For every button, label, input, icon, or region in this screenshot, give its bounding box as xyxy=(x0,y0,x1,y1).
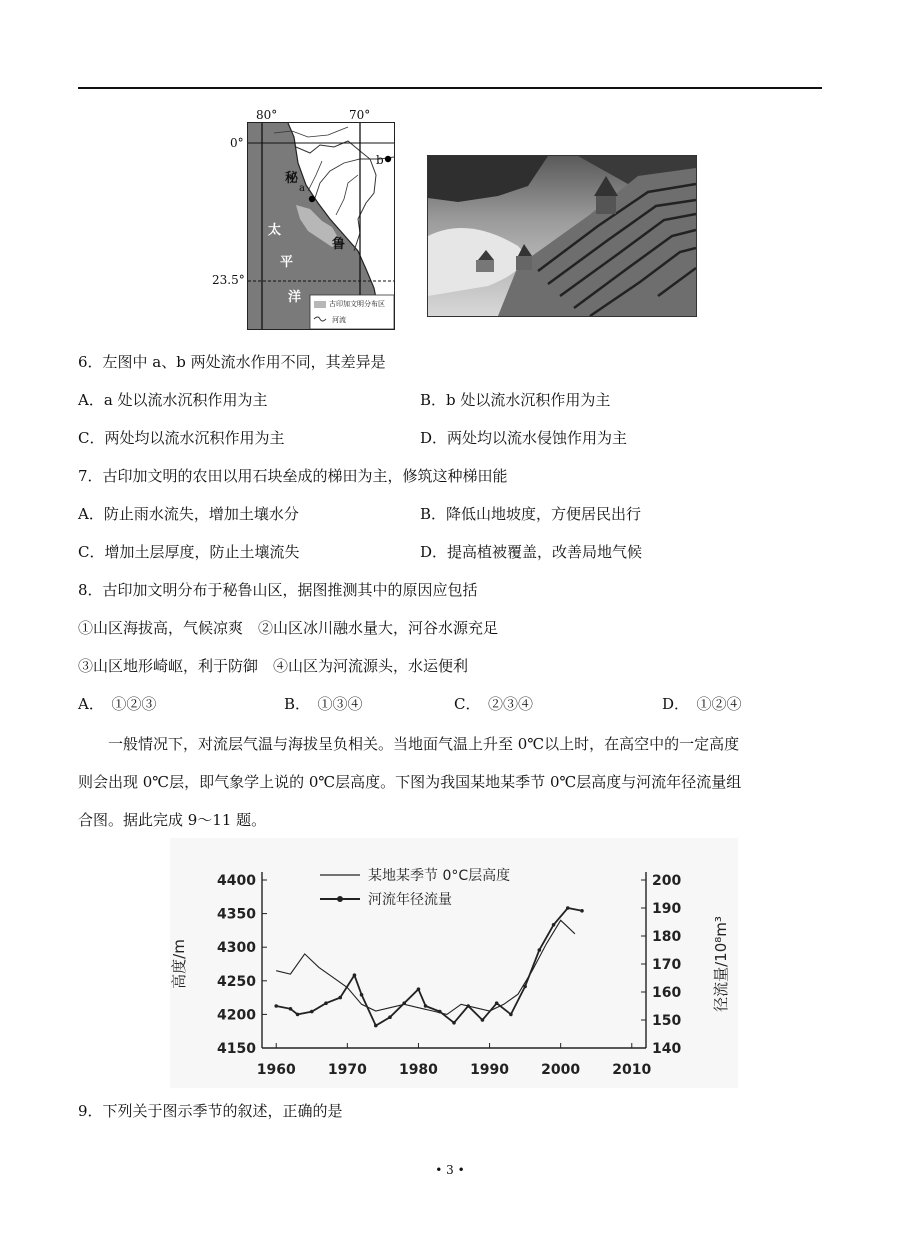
runoff-point xyxy=(374,1024,378,1028)
q8-stem: 8．古印加文明分布于秘鲁山区，据图推测其中的原因应包括 xyxy=(78,581,478,599)
right-tick-label: 150 xyxy=(652,1013,682,1029)
q7-option-c: C．增加土层厚度，防止土壤流失 xyxy=(78,543,300,561)
right-tick-label: 180 xyxy=(652,929,682,945)
lat-0-label: 0° xyxy=(230,136,244,150)
page-number: • 3 • xyxy=(435,1163,465,1177)
map-char-bi: 秘 xyxy=(285,171,299,186)
q8-option-d: D． ①②④ xyxy=(662,695,742,713)
runoff-point xyxy=(338,996,342,1000)
runoff-point xyxy=(402,1001,406,1005)
terrace-photo-drawing xyxy=(428,156,696,316)
runoff-point xyxy=(481,1018,485,1022)
q6-stem: 6．左图中 a、b 两处流水作用不同，其差异是 xyxy=(78,353,386,371)
intro-line-2: 则会出现 0℃层，即气象学上说的 0℃层高度。下图为我国某地某季节 0℃层高度与河流年径流量组 xyxy=(78,773,742,791)
x-tick-label: 1960 xyxy=(256,1062,296,1078)
left-tick-label: 4150 xyxy=(217,1041,256,1057)
x-tick-label: 2010 xyxy=(612,1062,652,1078)
lon-70-label: 70° xyxy=(349,108,371,122)
runoff-point xyxy=(296,1013,300,1017)
intro-line-3: 合图。据此完成 9～11 题。 xyxy=(78,811,267,829)
runoff-point xyxy=(324,1001,328,1005)
runoff-point xyxy=(289,1007,293,1011)
x-tick-label: 1990 xyxy=(470,1062,510,1078)
runoff-point xyxy=(417,987,421,991)
q6-option-d: D．两处均以流水侵蚀作用为主 xyxy=(420,429,628,447)
point-b-marker xyxy=(385,156,391,162)
point-b-label: b xyxy=(376,153,384,167)
left-tick-label: 4300 xyxy=(217,940,256,957)
chart-container xyxy=(170,838,738,1088)
legend-label-height: 某地某季节 0°C层高度 xyxy=(368,868,511,884)
runoff-point xyxy=(353,973,357,977)
map-char-ping: 平 xyxy=(280,255,294,270)
right-tick-label: 140 xyxy=(652,1041,682,1057)
point-a-marker xyxy=(309,196,315,202)
runoff-point xyxy=(538,948,542,952)
runoff-point xyxy=(566,906,570,910)
right-tick-label: 170 xyxy=(652,957,682,973)
map-char-yang: 洋 xyxy=(288,290,302,305)
right-tick-label: 190 xyxy=(652,901,682,917)
q8-statement-1: ①山区海拔高，气候凉爽 ②山区冰川融水量大，河谷水源充足 xyxy=(78,619,499,637)
x-tick-label: 1970 xyxy=(327,1062,367,1078)
legend-river-label: 河流 xyxy=(332,316,346,324)
q8-option-b: B． ①③④ xyxy=(284,695,363,713)
left-tick-label: 4250 xyxy=(217,973,256,990)
q6-option-c: C．两处均以流水沉积作用为主 xyxy=(78,429,285,447)
header-rule xyxy=(78,87,822,89)
runoff-point xyxy=(495,1001,499,1005)
intro-line-1: 一般情况下，对流层气温与海拔呈负相关。当地面气温上升至 0℃以上时，在高空中的一定高度 xyxy=(108,735,740,753)
left-axis-label: 高度/m xyxy=(170,939,188,989)
runoff-point xyxy=(438,1010,442,1014)
runoff-point xyxy=(274,1004,278,1008)
runoff-point xyxy=(552,923,556,927)
runoff-point xyxy=(424,1004,428,1008)
machu-picchu-photo xyxy=(427,155,697,317)
legend-region-label: 古印加文明分布区 xyxy=(329,300,385,308)
runoff-point xyxy=(452,1021,456,1025)
right-tick-label: 200 xyxy=(652,873,682,889)
peru-map xyxy=(247,122,395,330)
x-tick-label: 2000 xyxy=(541,1062,581,1078)
x-tick-label: 1980 xyxy=(398,1062,438,1078)
legend-label-runoff: 河流年径流量 xyxy=(368,892,452,908)
left-tick-label: 4400 xyxy=(217,873,256,889)
q7-stem: 7．古印加文明的农田以用石块垒成的梯田为主，修筑这种梯田能 xyxy=(78,467,508,485)
runoff-point xyxy=(466,1004,470,1008)
q8-option-c: C． ②③④ xyxy=(454,695,533,713)
runoff-point xyxy=(509,1013,513,1017)
right-axis-label: 径流量/10⁸m³ xyxy=(712,916,730,1012)
lat-23-label: 23.5° xyxy=(212,273,245,287)
q7-option-b: B．降低山地坡度，方便居民出行 xyxy=(420,505,642,523)
runoff-point xyxy=(580,909,584,913)
combo-line-chart xyxy=(170,838,738,1088)
left-tick-label: 4350 xyxy=(217,906,256,923)
map-char-lu: 鲁 xyxy=(332,237,346,252)
runoff-point xyxy=(388,1015,392,1019)
q9-stem: 9．下列关于图示季节的叙述，正确的是 xyxy=(78,1102,343,1120)
left-tick-label: 4200 xyxy=(217,1007,256,1024)
q8-option-a: A． ①②③ xyxy=(78,695,157,713)
map-char-tai: 太 xyxy=(268,223,282,238)
runoff-point xyxy=(310,1010,314,1014)
lon-80-label: 80° xyxy=(256,108,278,122)
q6-option-b: B．b 处以流水沉积作用为主 xyxy=(420,391,611,409)
q7-option-a: A．防止雨水流失，增加土壤水分 xyxy=(78,505,299,523)
q8-statement-2: ③山区地形崎岖，利于防御 ④山区为河流源头，水运便利 xyxy=(78,657,469,675)
q7-option-d: D．提高植被覆盖，改善局地气候 xyxy=(420,543,643,561)
right-tick-label: 160 xyxy=(652,985,682,1001)
legend-marker-runoff xyxy=(337,896,343,902)
q6-option-a: A．a 处以流水沉积作用为主 xyxy=(78,391,268,409)
point-a-label: a xyxy=(299,183,305,194)
runoff-point xyxy=(523,985,527,989)
runoff-point xyxy=(360,993,364,997)
